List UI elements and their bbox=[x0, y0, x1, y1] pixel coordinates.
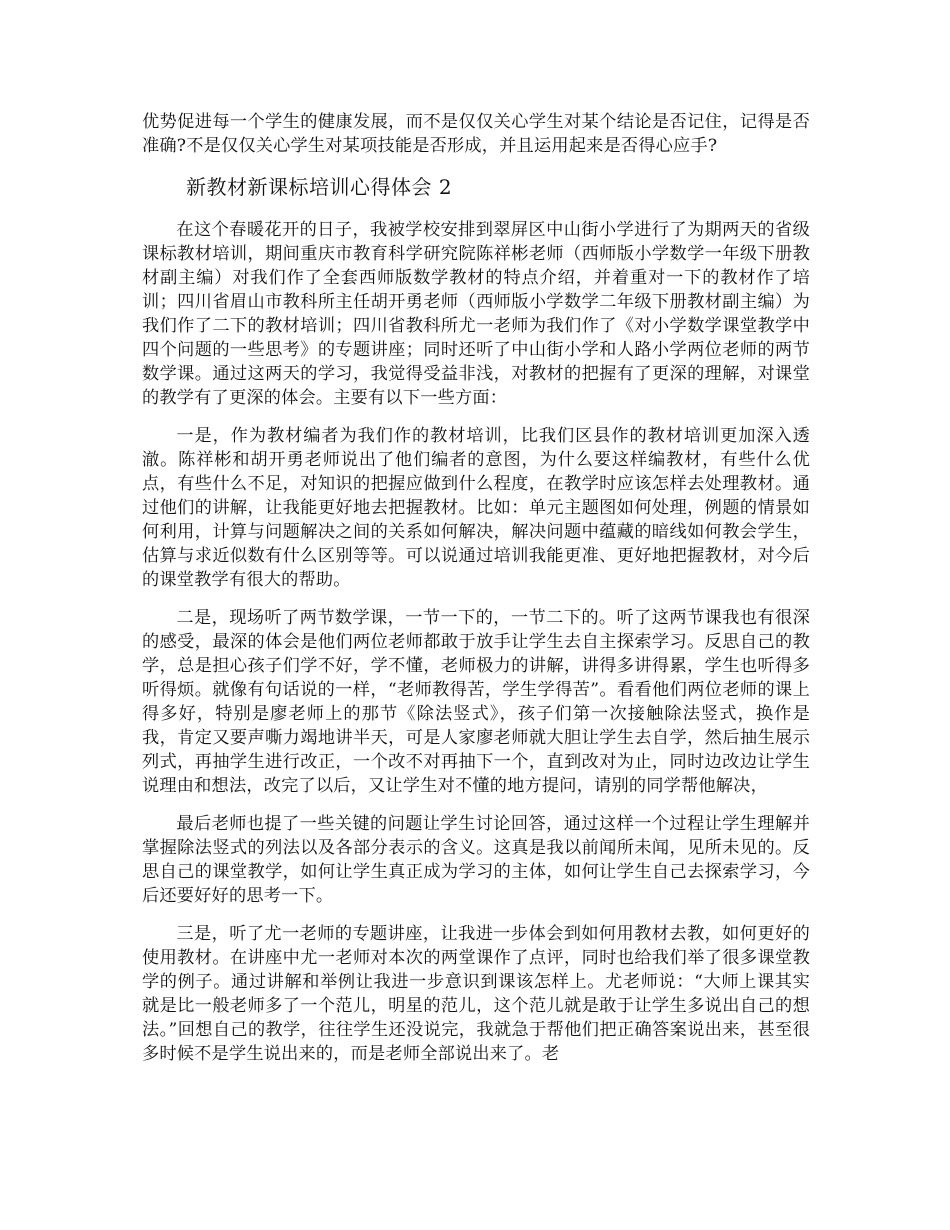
paragraph-point-two: 二是，现场听了两节数学课，一节一下的，一节二下的。听了这两节课我也有很深的感受，最深的体会是他们两位老师都敢于放手让学生去自主探索学习。反思自己的教学，总是担心孩子们学不好，学不懂，老师极力的讲解，讲得多讲得累，学生也听得多听得烦。就像有句话说的一样，“老师教得苦，学生学得苦”。看看他们两位老师的课上得多好，特别是廖老师上的那节《除法竖式》，孩子们第一次接触除法竖式，换作是我，肯定又要声嘶力竭地讲半天，可是人家廖老师就大胆让学生去自学，然后抽生展示列式，再抽学生进行改正，一个改不对再抽下一个，直到改对为止，同时边改边让学生说理由和想法，改完了以后，又让学生对不懂的地方提问，请别的同学帮他解决， bbox=[142, 608, 810, 796]
paragraph-point-three: 三是，听了尤一老师的专题讲座，让我进一步体会到如何用教材去教，如何更好的使用教材。在讲座中尤一老师对本次的两堂课作了点评，同时也给我们举了很多课堂教学的例子。通过讲解和举例让我进一步意识到课该怎样上。尤老师说：“大师上课其实就是比一般老师多了一个范儿，明星的范儿，这个范儿就是敢于让学生多说出自己的想法。”回想自己的教学，往往学生还没说完，我就急于帮他们把正确答案说出来，甚至很多时候不是学生说出来的，而是老师全部说出来了。老 bbox=[142, 924, 810, 1064]
paragraph-point-two-continued: 最后老师也提了一些关键的问题让学生讨论回答，通过这样一个过程让学生理解并掌握除法竖式的列法以及各部分表示的含义。这真是我以前闻所未闻，见所未见的。反思自己的课堂教学，如何让学生真正成为学习的主体，如何让学生自己去探索学习，今后还要好好的思考一下。 bbox=[142, 814, 810, 906]
lead-paragraph: 优势促进每一个学生的健康发展，而不是仅仅关心学生对某个结论是否记住，记得是否准确?不是仅仅关心学生对某项技能是否形成，并且运用起来是否得心应手? bbox=[142, 112, 810, 156]
paragraph-point-one: 一是，作为教材编者为我们作的教材培训，比我们区县作的教材培训更加深入透澈。陈祥彬和胡开勇老师说出了他们编者的意图，为什么要这样编教材，有些什么优点，有些什么不足，对知识的把握应做到什么程度，在教学时应该怎样去处理教材。通过他们的讲解，让我能更好地去把握教材。比如：单元主题图如何处理，例题的情景如何利用，计算与问题解决之间的关系如何解决，解决问题中蕴藏的暗线如何教会学生，估算与求近似数有什么区别等等。可以说通过培训我能更准、更好地把握教材，对今后的课堂教学有很大的帮助。 bbox=[142, 426, 810, 590]
document-body bbox=[142, 110, 810, 1080]
paragraph-intro: 在这个春暖花开的日子，我被学校安排到翠屏区中山街小学进行了为期两天的省级课标教材培训，期间重庆市教育科学研究院陈祥彬老师（西师版小学数学一年级下册教材副主编）对我们作了全套西师版数学教材的特点介绍，并着重对一下的教材作了培训；四川省眉山市教科所主任胡开勇老师（西师版小学数学二年级下册教材副主编）为我们作了二下的教材培训；四川省教科所尤一老师为我们作了《对小学数学课堂教学中四个问题的一些思考》的专题讲座；同时还听了中山街小学和人路小学两位老师的两节数学课。通过这两天的学习，我觉得受益非浅，对教材的把握有了更深的理解，对课堂的教学有了更深的体会。主要有以下一些方面： bbox=[142, 220, 810, 408]
section-heading: 新教材新课标培训心得体会 2 bbox=[186, 175, 453, 199]
